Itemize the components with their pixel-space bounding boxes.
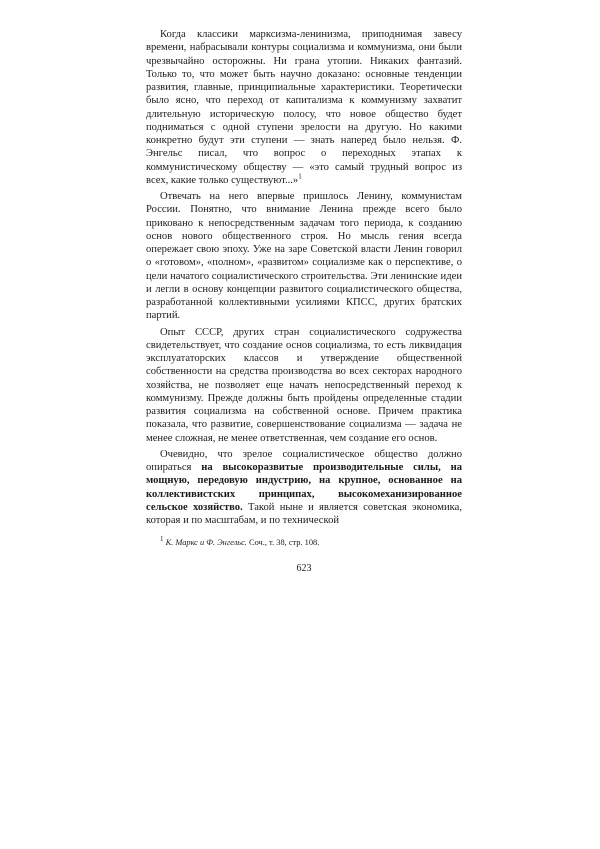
paragraph-1-text: Когда классики марксизма-ленинизма, приподнимая завесу времени, набрасывали контуры социализма и коммунизма, они были чрезвычайно осторожны. Ни грана утопии. Никаких фантазий. Только то, что может быть научно доказано: основные тенденции развития, главные, принципиальные характеристики. Теоретически было ясно, что переход от капитализма к коммунизму захватит длительную историческую полосу, что новое общество будет подниматься с одной ступени зрелости на другую. Но какими конкретно будут эти ступени — знать наперед было нельзя. Ф. Энгельс писал, что вопрос о переходных этапах к коммунистическому обществу — «это самый трудный вопрос из всех, какие только существуют...» (146, 29, 462, 186)
paragraph-4-text-end: Такой ныне и является советская экономика, которая и по масштабам, и по технической (146, 501, 462, 526)
paragraph-1 (146, 28, 462, 187)
paragraph-3 (146, 326, 462, 445)
footnote-authors: К. Маркс и Ф. Энгельс. (165, 538, 247, 548)
paragraph-4-text-start: Очевидно, что зрелое социалистическое общество должно опираться (146, 448, 462, 473)
paragraph-3-text: Опыт СССР, других стран социалистического содружества свидетельствует, что создание основ социализма, то есть ликвидация эксплуататорских классов и утверждение общественной собственности на средства производства во всех секторах народного хозяйства, не позволяет еще начать непосредственный переход к коммунизму. Прежде должны быть пройдены определенные стадии развития социализма на собственной основе. Причем практика показала, что развитие, совершенствование социализма — задача не менее сложная, не менее ответственная, чем создание его основ. (146, 326, 462, 444)
paragraph-2 (146, 190, 462, 323)
book-page (146, 28, 462, 575)
footnote-marker: 1 (160, 535, 164, 544)
paragraph-4-bold-text: на высокоразвитые производительные силы, на мощную, передовую индустрию, на крупное, основанное на коллективистских принципах, высокомеханизированное сельское хозяйство. (146, 462, 462, 513)
paragraph-4 (146, 448, 462, 528)
page-number: 623 (296, 563, 312, 575)
footnote-reference-marker: 1 (298, 172, 302, 181)
paragraph-2-text: Отвечать на него впервые пришлось Ленину, коммунистам России. Понятно, что внимание Ленина прежде всего было приковано к непосредственным задачам того периода, к созданию основ нового общественного строя. Но мысль гения всегда опережает свою эпоху. Уже на заре Советской власти Ленин говорил о «готовом», «полном», «развитом» социализме как о перспективе, о цели начатого социалистического строительства. Эти ленинские идеи и легли в основу концепции развитого социалистического общества, разработанной коллективными усилиями КПСС, других братских партий. (146, 191, 462, 322)
footnote-reference: Соч., т. 38, стр. 108. (248, 538, 320, 548)
footnote (146, 537, 462, 548)
